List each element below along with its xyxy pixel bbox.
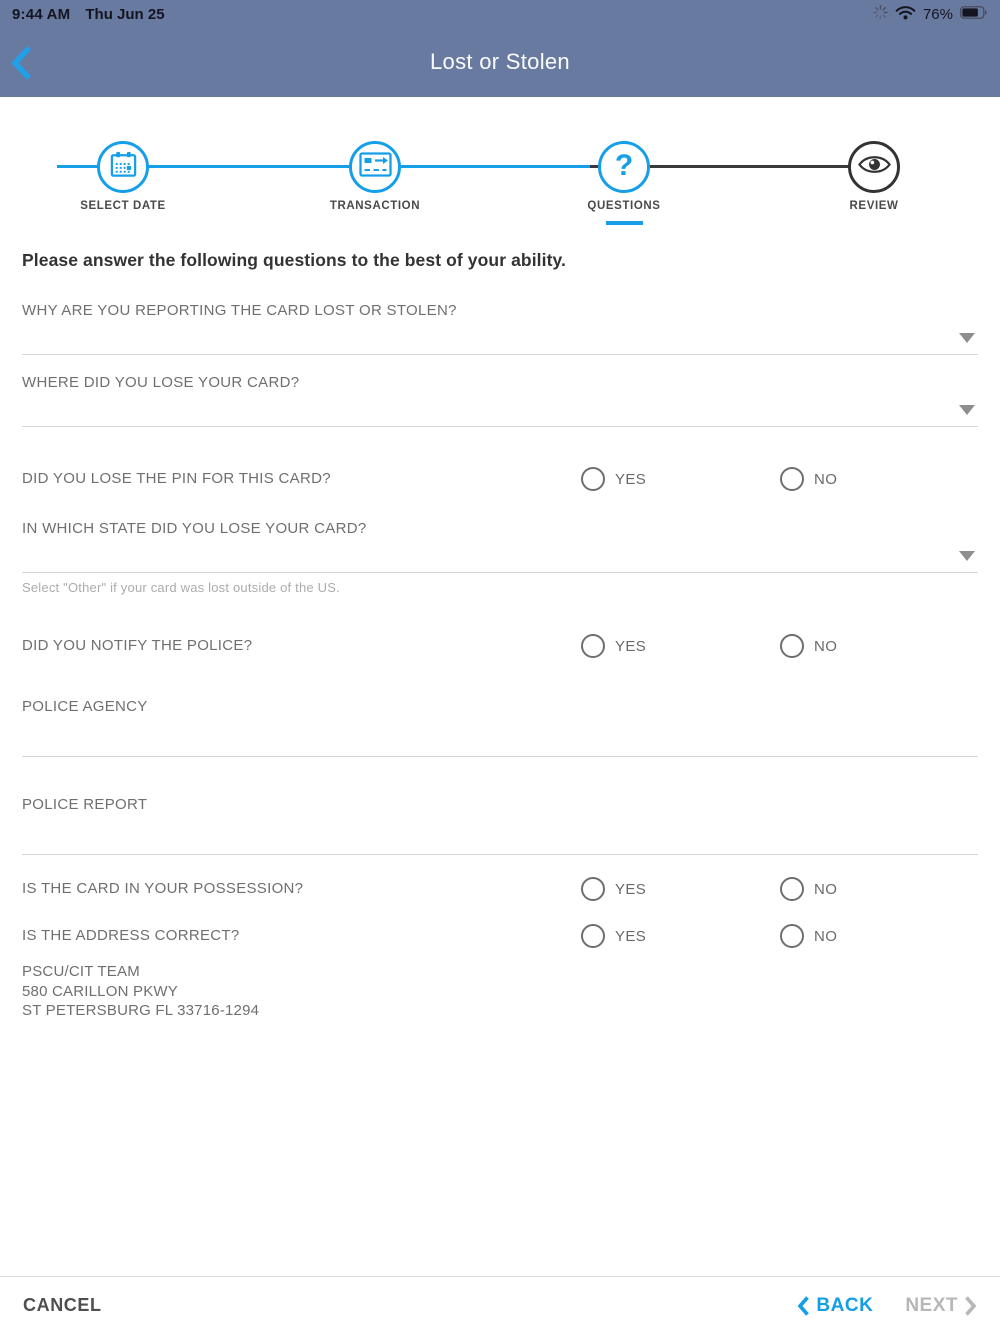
chevron-down-icon xyxy=(959,405,975,415)
state-dropdown[interactable] xyxy=(22,538,978,573)
status-bar xyxy=(0,0,1000,27)
state-helper-text: Select "Other" if your card was lost outside of the US. xyxy=(22,580,340,595)
radio-circle-icon xyxy=(581,634,605,658)
network-activity-icon xyxy=(873,5,888,24)
radio-circle-icon xyxy=(780,634,804,658)
police-question-row xyxy=(22,632,978,660)
chevron-down-icon xyxy=(959,333,975,343)
police-report-label: POLICE REPORT xyxy=(22,796,148,813)
police-no-radio[interactable] xyxy=(780,632,837,660)
police-agency-label: POLICE AGENCY xyxy=(22,698,148,715)
address-no-radio[interactable] xyxy=(780,922,837,950)
status-date: Thu Jun 25 xyxy=(85,6,165,23)
radio-circle-icon xyxy=(581,924,605,948)
no-option-label: NO xyxy=(814,470,838,488)
radio-circle-icon xyxy=(780,877,804,901)
cancel-button[interactable]: CANCEL xyxy=(23,1295,102,1315)
address-line: 580 CARILLON PKWY xyxy=(22,982,178,1000)
possession-question-row xyxy=(22,875,978,903)
yes-option-label: YES xyxy=(615,880,647,898)
active-step-underline xyxy=(606,221,643,225)
back-button[interactable] xyxy=(797,1295,873,1317)
pin-yes-radio[interactable] xyxy=(581,465,646,493)
police-agency-input[interactable] xyxy=(22,716,978,757)
questions-form xyxy=(0,250,1000,1021)
police-report-input[interactable] xyxy=(22,814,978,855)
reason-dropdown[interactable] xyxy=(22,320,978,355)
step-select-date[interactable] xyxy=(97,141,149,193)
step-review[interactable] xyxy=(848,141,900,193)
step-label-review: REVIEW xyxy=(849,200,899,212)
yes-option-label: YES xyxy=(615,637,647,655)
address-line: ST PETERSBURG FL 33716-1294 xyxy=(22,1002,260,1019)
card-icon xyxy=(359,152,392,182)
page-title: Lost or Stolen xyxy=(430,49,570,74)
police-yes-radio[interactable] xyxy=(581,632,646,660)
where-dropdown[interactable] xyxy=(22,392,978,427)
nav-bar xyxy=(0,27,1000,97)
step-questions[interactable] xyxy=(598,141,650,193)
eye-icon xyxy=(857,153,892,181)
possession-yes-radio[interactable] xyxy=(581,875,646,903)
address-line: PSCU/CIT TEAM xyxy=(22,963,140,980)
step-transaction[interactable] xyxy=(349,141,401,193)
pin-question-row xyxy=(22,465,978,493)
state-label: IN WHICH STATE DID YOU LOSE YOUR CARD? xyxy=(22,520,367,537)
yes-option-label: YES xyxy=(615,927,647,945)
radio-circle-icon xyxy=(581,877,605,901)
radio-circle-icon xyxy=(581,467,605,491)
no-option-label: NO xyxy=(814,637,838,655)
chevron-right-icon xyxy=(965,1296,977,1316)
where-label: WHERE DID YOU LOSE YOUR CARD? xyxy=(22,374,300,391)
step-label-questions: QUESTIONS xyxy=(587,200,661,212)
next-button[interactable] xyxy=(905,1295,977,1317)
top-bar xyxy=(0,0,1000,97)
step-label-transaction: TRANSACTION xyxy=(329,200,421,212)
back-chevron-icon[interactable] xyxy=(10,41,46,85)
address-correct-label: IS THE ADDRESS CORRECT? xyxy=(22,927,240,944)
address-yes-radio[interactable] xyxy=(581,922,646,950)
pin-no-radio[interactable] xyxy=(780,465,837,493)
chevron-down-icon xyxy=(959,551,975,561)
no-option-label: NO xyxy=(814,880,838,898)
address-block xyxy=(22,962,978,1021)
yes-option-label: YES xyxy=(615,470,647,488)
radio-circle-icon xyxy=(780,924,804,948)
status-time: 9:44 AM xyxy=(12,6,71,23)
next-button-label: NEXT xyxy=(905,1294,958,1316)
radio-circle-icon xyxy=(780,467,804,491)
chevron-left-icon xyxy=(797,1296,809,1316)
footer-bar xyxy=(0,1276,1000,1334)
possession-no-radio[interactable] xyxy=(780,875,837,903)
no-option-label: NO xyxy=(814,927,838,945)
calendar-icon xyxy=(108,149,139,185)
reason-label: WHY ARE YOU REPORTING THE CARD LOST OR STOLEN? xyxy=(22,302,457,319)
pin-label: DID YOU LOSE THE PIN FOR THIS CARD? xyxy=(22,470,331,487)
address-question-row xyxy=(22,922,978,950)
back-button-label: BACK xyxy=(816,1294,874,1316)
progress-stepper xyxy=(0,97,1000,235)
battery-percent: 76% xyxy=(922,6,953,23)
wifi-icon xyxy=(895,5,916,24)
question-icon: ? xyxy=(614,149,634,182)
possession-label: IS THE CARD IN YOUR POSSESSION? xyxy=(22,880,304,897)
battery-icon xyxy=(960,6,988,23)
step-label-select-date: SELECT DATE xyxy=(80,200,166,212)
form-heading: Please answer the following questions to the best of your ability. xyxy=(22,250,566,270)
police-label: DID YOU NOTIFY THE POLICE? xyxy=(22,637,253,654)
